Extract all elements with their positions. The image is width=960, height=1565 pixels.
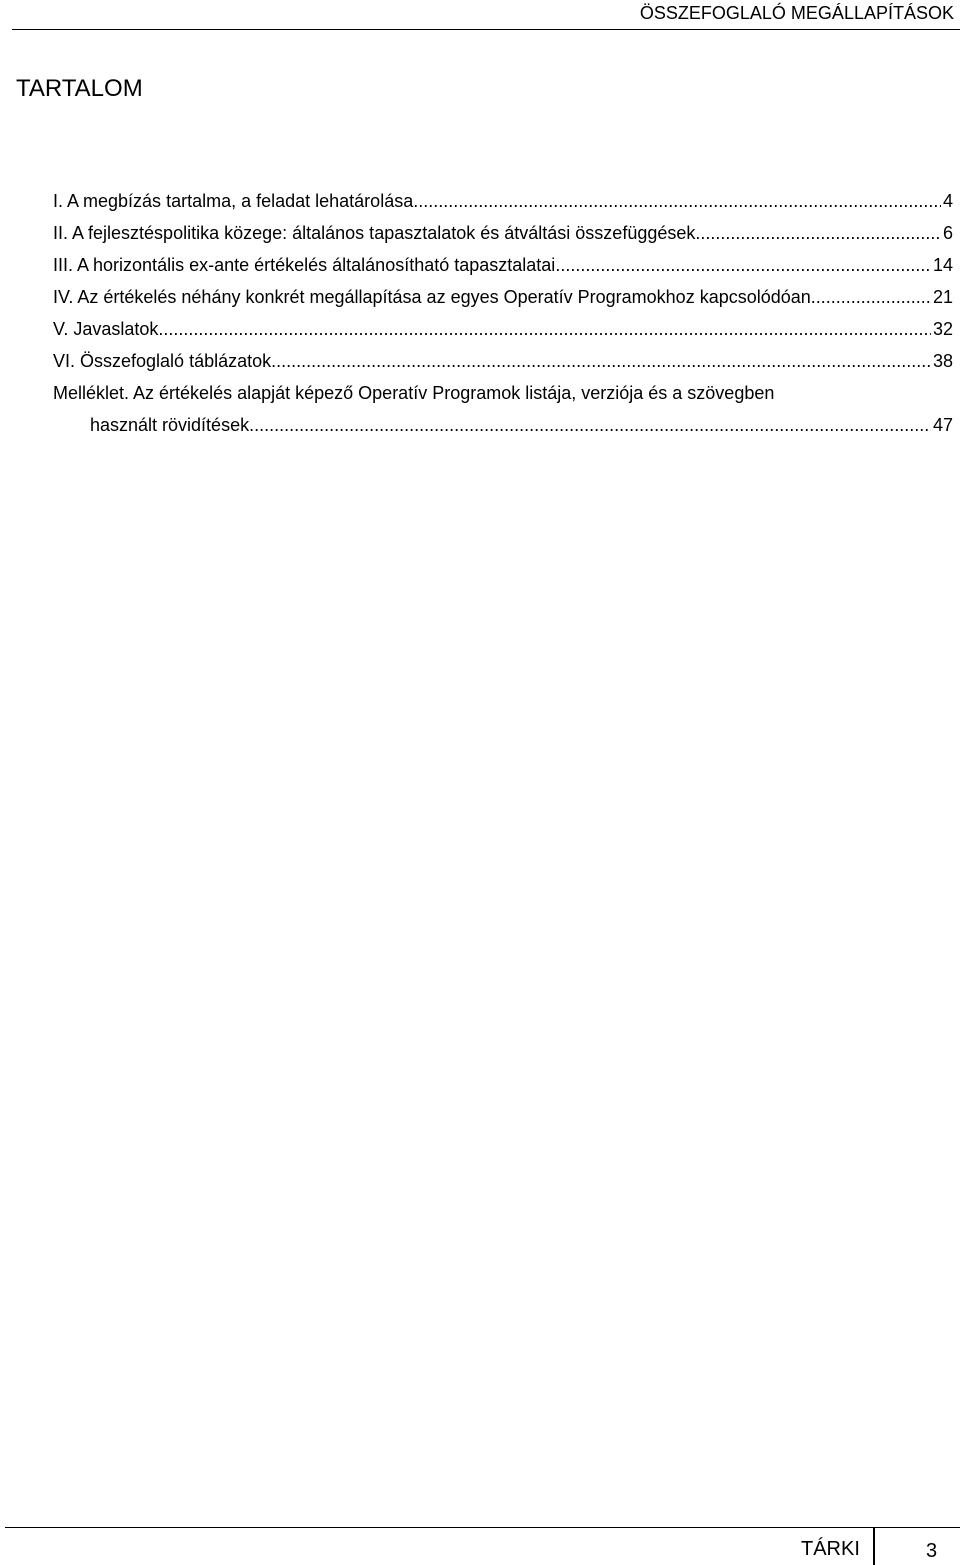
table-of-contents xyxy=(53,185,953,441)
running-header-title: ÖSSZEFOGLALÓ MEGÁLLAPÍTÁSOK xyxy=(639,3,954,23)
toc-entry-5[interactable] xyxy=(53,313,953,345)
toc-entry-title: II. A fejlesztéspolitika közege: általános tapasztalatok és átváltási összefüggések xyxy=(53,223,696,243)
toc-entry-1[interactable] xyxy=(53,185,953,217)
toc-entry-page: 32 xyxy=(932,319,953,339)
toc-title: TARTALOM xyxy=(16,75,143,102)
dot-leader xyxy=(413,185,941,217)
toc-entry-page: 21 xyxy=(932,287,953,307)
toc-entry-title: V. Javaslatok xyxy=(53,319,159,339)
toc-entry-title: VI. Összefoglaló táblázatok xyxy=(53,351,272,371)
toc-entry-6[interactable] xyxy=(53,345,953,377)
footer-divider xyxy=(873,1528,875,1565)
toc-entry-2[interactable] xyxy=(53,217,953,249)
toc-entry-page: 14 xyxy=(932,255,953,275)
dot-leader xyxy=(271,345,931,377)
toc-entry-title: I. A megbízás tartalma, a feladat lehatárolása xyxy=(53,191,414,211)
toc-entry-page: 38 xyxy=(932,351,953,371)
toc-entry-title-line1: Melléklet. Az értékelés alapját képező Operatív Programok listája, verziója és a szövegben xyxy=(53,383,775,403)
footer-page-number: 3 xyxy=(926,1540,938,1562)
toc-entry-page: 4 xyxy=(942,191,953,211)
dot-leader xyxy=(695,217,941,249)
toc-entry-title: III. A horizontális ex-ante értékelés általánosítható tapasztalatai xyxy=(53,255,556,275)
running-header xyxy=(12,0,960,30)
toc-entry-continuation xyxy=(53,409,953,441)
toc-entry-page: 6 xyxy=(942,223,953,243)
toc-entry-title: IV. Az értékelés néhány konkrét megállapítása az egyes Operatív Programokhoz kapcsolódóan xyxy=(53,287,811,307)
toc-entry-7[interactable] xyxy=(53,377,953,441)
dot-leader xyxy=(158,313,931,345)
footer-organization: TÁRKI xyxy=(801,1538,860,1560)
dot-leader xyxy=(811,281,931,313)
toc-entry-4[interactable] xyxy=(53,281,953,313)
toc-entry-page: 47 xyxy=(932,415,953,435)
dot-leader xyxy=(249,409,931,441)
page-footer xyxy=(5,1527,960,1565)
toc-entry-title-line2: használt rövidítések xyxy=(90,415,250,435)
dot-leader xyxy=(555,249,931,281)
toc-entry-3[interactable] xyxy=(53,249,953,281)
